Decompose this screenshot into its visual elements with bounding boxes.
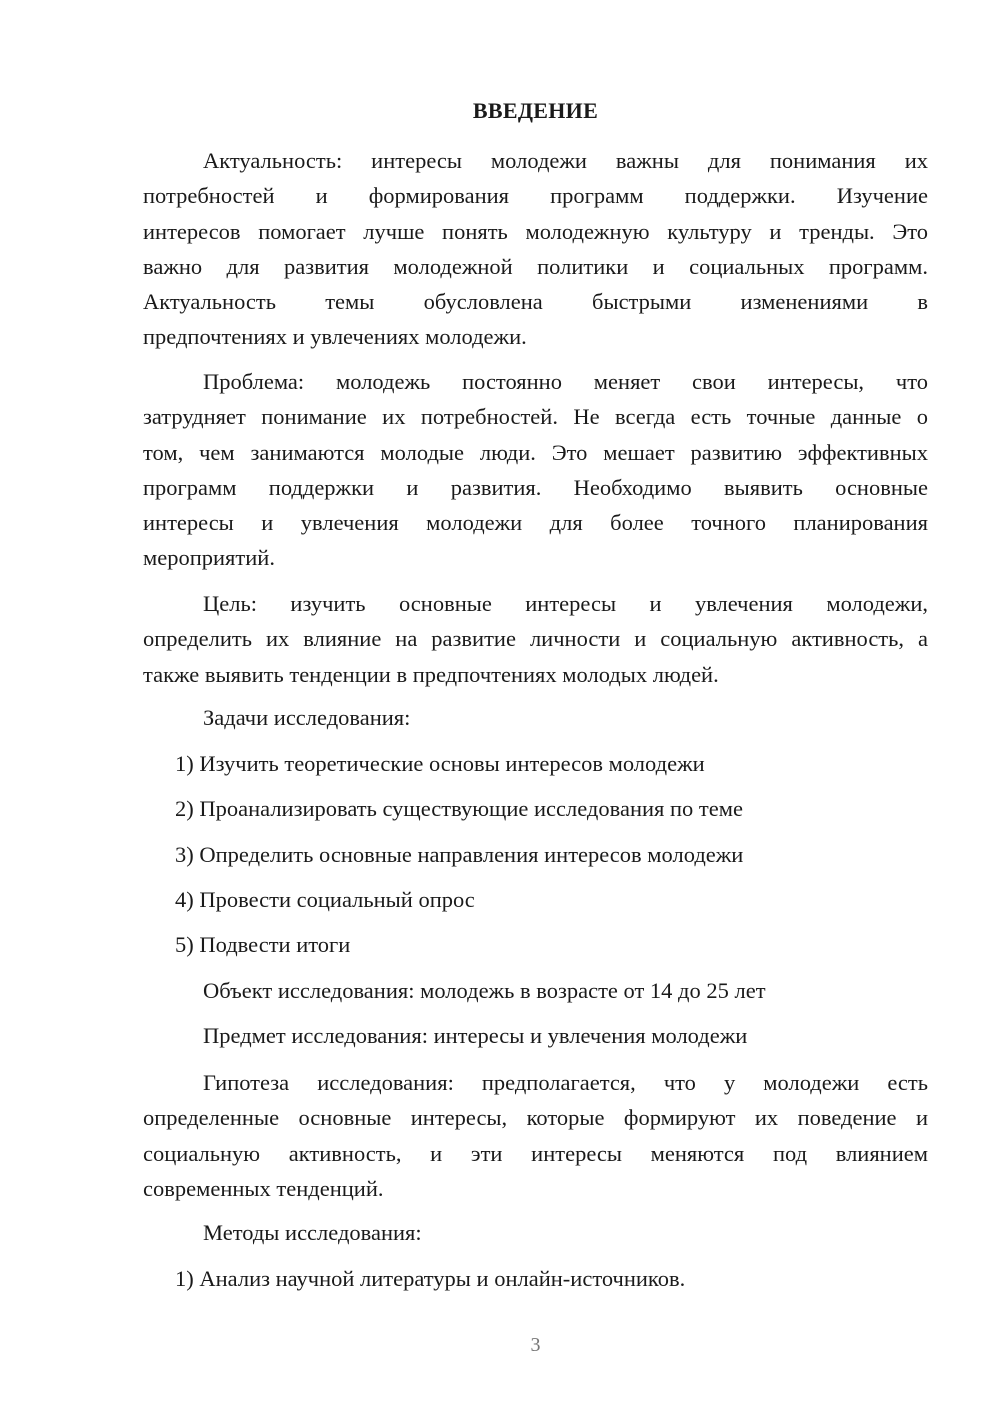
paragraph-line: интересы и увлечения молодежи для более точного планирования	[143, 510, 928, 536]
goal-paragraph	[143, 586, 928, 692]
research-object: Объект исследования: молодежь в возрасте от 14 до 25 лет	[203, 978, 766, 1003]
relevance-paragraph	[143, 143, 928, 355]
paragraph-line: Актуальность: интересы молодежи важны для понимания их	[203, 148, 928, 173]
task-item: 1) Изучить теоретические основы интересов молодежи	[175, 751, 705, 776]
page-title: ВВЕДЕНИЕ	[472, 98, 599, 123]
paragraph-line: определить их влияние на развитие личности и социальную активность, а	[143, 626, 928, 652]
paragraph-line: Актуальность темы обусловлена быстрыми изменениями в	[143, 289, 928, 315]
task-item: 4) Провести социальный опрос	[175, 887, 475, 912]
research-subject: Предмет исследования: интересы и увлечения молодежи	[203, 1023, 748, 1048]
methods-heading: Методы исследования:	[203, 1220, 422, 1245]
paragraph-line: Проблема: молодежь постоянно меняет свои интересы, что	[203, 369, 928, 394]
paragraph-line: важно для развития молодежной политики и социальных программ.	[143, 253, 928, 279]
paragraph-line: программ поддержки и развития. Необходимо выявить основные	[143, 474, 928, 500]
document-page	[143, 0, 928, 1414]
problem-paragraph	[143, 364, 928, 576]
paragraph-line: определенные основные интересы, которые формируют их поведение и	[143, 1105, 928, 1131]
paragraph-line: том, чем занимаются молодые люди. Это мешает развитию эффективных	[143, 439, 928, 465]
page-number: 3	[530, 1334, 541, 1356]
paragraph-line: современных тенденций.	[143, 1175, 384, 1201]
task-item: 3) Определить основные направления интересов молодежи	[175, 842, 744, 867]
paragraph-line: потребностей и формирования программ поддержки. Изучение	[143, 183, 928, 209]
paragraph-line: мероприятий.	[143, 545, 275, 571]
hypothesis-paragraph	[143, 1065, 928, 1206]
task-item: 2) Проанализировать существующие исследования по теме	[175, 796, 743, 821]
task-item: 5) Подвести итоги	[175, 932, 351, 957]
paragraph-line: также выявить тенденции в предпочтениях молодых людей.	[143, 661, 719, 687]
paragraph-line: Гипотеза исследования: предполагается, что у молодежи есть	[203, 1070, 928, 1095]
tasks-heading: Задачи исследования:	[203, 705, 411, 730]
paragraph-line: Цель: изучить основные интересы и увлечения молодежи,	[203, 591, 928, 616]
paragraph-line: интересов помогает лучше понять молодежную культуру и тренды. Это	[143, 218, 928, 244]
paragraph-line: социальную активность, и эти интересы меняются под влиянием	[143, 1140, 928, 1166]
paragraph-line: затрудняет понимание их потребностей. Не всегда есть точные данные о	[143, 404, 928, 430]
paragraph-line: предпочтениях и увлечениях молодежи.	[143, 324, 527, 350]
method-item: 1) Анализ научной литературы и онлайн-источников.	[175, 1266, 686, 1291]
